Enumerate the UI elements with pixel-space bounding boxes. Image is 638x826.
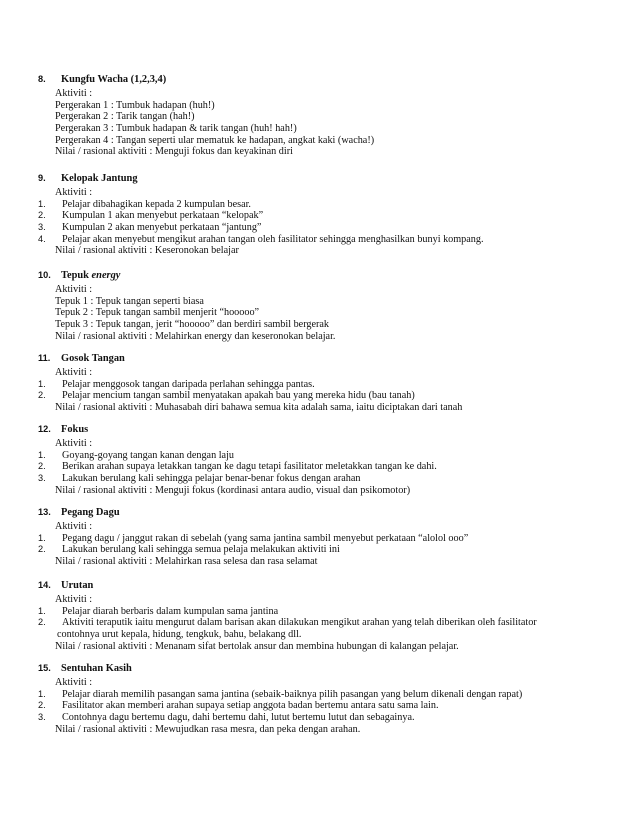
line-text: Pelajar dibahagikan kepada 2 kumpulan besar.: [62, 198, 251, 210]
line-text: Tepuk 1 : Tepuk tangan seperti biasa: [55, 295, 204, 307]
text-line: [0, 296, 638, 308]
text-line: [0, 629, 638, 641]
section-title-text: Tepuk: [61, 270, 89, 281]
line-text: Nilai / rasional aktiviti : Keseronokan belajar: [55, 245, 239, 257]
line-text: Aktiviti :: [55, 594, 93, 605]
section-header: [0, 504, 638, 521]
list-item-number: 4.: [38, 233, 46, 244]
section-title: [61, 71, 166, 88]
line-text: Aktiviti :: [55, 187, 93, 198]
list-item: [0, 234, 638, 246]
list-item: [0, 533, 638, 545]
list-item-number: 2.: [38, 544, 46, 555]
section-title: [61, 504, 120, 521]
text-line: [0, 402, 638, 414]
section-title: [61, 660, 132, 677]
text-line: [0, 485, 638, 497]
text-line: [0, 135, 638, 147]
section-number: 14.: [38, 580, 51, 590]
text-line: [0, 594, 638, 606]
list-item: [0, 606, 638, 618]
line-text: Nilai / rasional aktiviti : Melahirkan energy dan keseronokan belajar.: [55, 330, 336, 342]
line-text: Aktiviti teraputik iaitu mengurut dalam barisan akan dilakukan mengikut arahan yang telah diberikan oleh fasilitator: [62, 617, 537, 629]
section-title-text: Gosok Tangan: [61, 353, 125, 364]
section-title-text: Sentuhan Kasih: [61, 663, 132, 674]
list-item: [0, 617, 638, 629]
list-item-number: 2.: [38, 461, 46, 472]
list-item: [0, 689, 638, 701]
line-text: Kumpulan 2 akan menyebut perkataan “jantung”: [62, 222, 262, 234]
section-title-text: Pegang Dagu: [61, 507, 120, 518]
section-title-italic: energy: [91, 270, 121, 281]
line-text: Pergerakan 1 : Tumbuk hadapan (huh!): [55, 99, 215, 111]
list-item: [0, 473, 638, 485]
line-text: Tepuk 3 : Tepuk tangan, jerit “hooooo” dan berdiri sambil bergerak: [55, 319, 330, 331]
list-item-number: 1.: [38, 378, 46, 389]
list-item: [0, 199, 638, 211]
section-number: 9.: [38, 173, 46, 183]
line-text: Nilai / rasional aktiviti : Melahirkan rasa selesa dan rasa selamat: [55, 556, 318, 568]
activity-section: [0, 170, 638, 257]
section-number: 13.: [38, 507, 51, 517]
line-text: Berikan arahan supaya letakkan tangan ke dagu tetapi fasilitator meletakkan tangan ke dahi.: [62, 461, 437, 473]
list-item: [0, 210, 638, 222]
list-item-number: 2.: [38, 210, 46, 221]
text-line: [0, 111, 638, 123]
line-text: Nilai / rasional aktiviti : Muhasabah diri bahawa semua kita adalah sama, iaitu diciptakan dari tanah: [55, 402, 463, 414]
section-header: [0, 71, 638, 88]
list-item: [0, 712, 638, 724]
line-text: Aktiviti :: [55, 438, 93, 449]
section-number: 8.: [38, 74, 46, 84]
text-line: [0, 331, 638, 343]
list-item: [0, 450, 638, 462]
section-title: [61, 421, 88, 438]
activity-section: [0, 504, 638, 568]
section-number: 12.: [38, 424, 51, 434]
list-item-number: 2.: [38, 617, 46, 628]
text-line: [0, 724, 638, 736]
line-text: Pelajar diarah berbaris dalam kumpulan sama jantina: [62, 605, 279, 617]
list-item-number: 3.: [38, 473, 46, 484]
line-text: Lakukan berulang kali sehingga pelajar benar-benar fokus dengan arahan: [62, 473, 361, 485]
text-line: [0, 146, 638, 158]
activity-section: [0, 71, 638, 158]
text-line: [0, 88, 638, 100]
activity-section: [0, 660, 638, 735]
line-text: Pelajar menggosok tangan daripada perlahan sehingga pantas.: [62, 378, 315, 390]
list-item-number: 1.: [38, 605, 46, 616]
text-line: [0, 123, 638, 135]
section-title: [61, 267, 120, 284]
text-line: [0, 187, 638, 199]
line-text: Contohnya dagu bertemu dagu, dahi bertemu dahi, lutut bertemu lutut dan sebagainya.: [62, 712, 415, 724]
line-text: Tepuk 2 : Tepuk tangan sambil menjerit “hooooo”: [55, 307, 260, 319]
activity-section: [0, 350, 638, 414]
line-text: Nilai / rasional aktiviti : Menguji fokus (kordinasi antara audio, visual dan psikomotor): [55, 484, 411, 496]
line-text: Aktiviti :: [55, 367, 93, 378]
list-item: [0, 379, 638, 391]
list-item-number: 2.: [38, 390, 46, 401]
section-header: [0, 660, 638, 677]
line-text: Goyang-goyang tangan kanan dengan laju: [62, 449, 234, 461]
line-text: Nilai / rasional aktiviti : Mewujudkan rasa mesra, dan peka dengan arahan.: [55, 723, 361, 735]
line-text: Nilai / rasional aktiviti : Menguji fokus dan keyakinan diri: [55, 146, 293, 158]
text-line: [0, 307, 638, 319]
line-text: Pegang dagu / janggut rakan di sebelah (yang sama jantina sambil menyebut perkataan “alolol ooo”: [62, 532, 469, 544]
line-text: Aktiviti :: [55, 88, 93, 99]
text-line: [0, 284, 638, 296]
text-line: [0, 677, 638, 689]
list-item-number: 2.: [38, 700, 46, 711]
activity-section: [0, 267, 638, 342]
list-item: [0, 544, 638, 556]
section-header: [0, 267, 638, 284]
section-header: [0, 577, 638, 594]
line-text: Nilai / rasional aktiviti : Menanam sifat bertolak ansur dan membina hubungan di kalangan pelajar.: [55, 640, 459, 652]
activity-section: [0, 421, 638, 496]
section-title-text: Kungfu Wacha (1,2,3,4): [61, 74, 167, 85]
section-title-text: Fokus: [61, 424, 89, 435]
line-text: Aktiviti :: [55, 521, 93, 532]
section-title-text: Urutan: [61, 580, 94, 591]
section-number: 10.: [38, 270, 51, 280]
line-text: Pergerakan 4 : Tangan seperti ular mematuk ke hadapan, angkat kaki (wacha!): [55, 134, 375, 146]
section-title-text: Kelopak Jantung: [61, 173, 138, 184]
text-line: [0, 100, 638, 112]
line-text: Aktiviti :: [55, 284, 93, 295]
activity-section: [0, 577, 638, 652]
list-item-number: 1.: [38, 449, 46, 460]
text-line: [0, 556, 638, 568]
section-title: [61, 170, 138, 187]
text-line: [0, 641, 638, 653]
line-text: Pelajar akan menyebut mengikut arahan tangan oleh fasilitator sehingga menghasilkan bunyi kompang.: [62, 233, 484, 245]
line-text: Pergerakan 2 : Tarik tangan (hah!): [55, 111, 195, 123]
section-number: 15.: [38, 663, 51, 673]
line-text: Lakukan berulang kali sehingga semua pelaja melakukan aktiviti ini: [62, 544, 340, 556]
section-title: [61, 577, 93, 594]
line-text: contohnya urut kepala, hidung, tengkuk, bahu, belakang dll.: [57, 629, 302, 641]
section-number: 11.: [38, 353, 51, 363]
list-item-number: 1.: [38, 198, 46, 209]
line-text: Pergerakan 3 : Tumbuk hadapan & tarik tangan (huh! hah!): [55, 123, 297, 135]
list-item-number: 1.: [38, 532, 46, 543]
section-header: [0, 421, 638, 438]
list-item: [0, 700, 638, 712]
line-text: Fasilitator akan memberi arahan supaya setiap anggota badan bertemu antara satu sama lain.: [62, 700, 439, 712]
text-line: [0, 245, 638, 257]
line-text: Kumpulan 1 akan menyebut perkataan “kelopak”: [62, 210, 264, 222]
list-item-number: 3.: [38, 222, 46, 233]
list-item: [0, 461, 638, 473]
line-text: Pelajar diarah memilih pasangan sama jantina (sebaik-baiknya pilih pasangan yang belum dikenali dengan rapat): [62, 688, 523, 700]
text-line: [0, 367, 638, 379]
section-header: [0, 170, 638, 187]
line-text: Aktiviti :: [55, 677, 93, 688]
text-line: [0, 521, 638, 533]
list-item-number: 3.: [38, 712, 46, 723]
text-line: [0, 438, 638, 450]
section-title: [61, 350, 125, 367]
list-item: [0, 390, 638, 402]
section-header: [0, 350, 638, 367]
list-item-number: 1.: [38, 688, 46, 699]
line-text: Pelajar mencium tangan sambil menyatakan apakah bau yang mereka hidu (bau tanah): [62, 390, 415, 402]
list-item: [0, 222, 638, 234]
text-line: [0, 319, 638, 331]
